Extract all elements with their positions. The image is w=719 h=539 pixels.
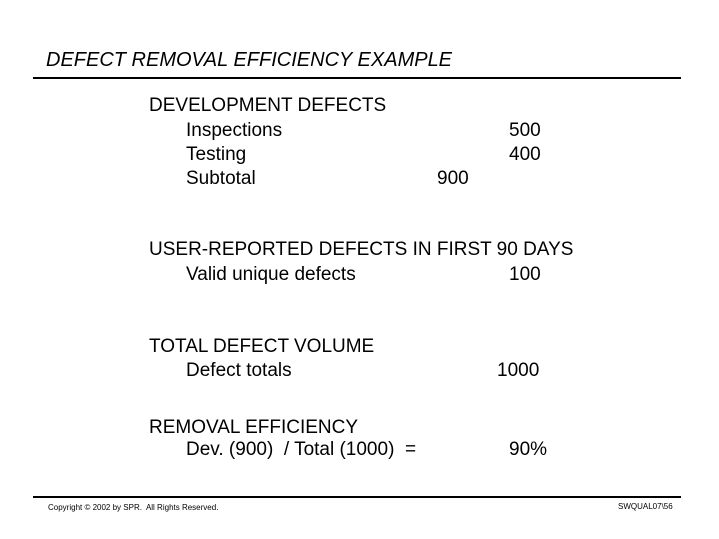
inspections-value: 500	[509, 120, 541, 141]
development-heading: DEVELOPMENT DEFECTS	[149, 95, 387, 116]
defect-totals-value: 1000	[497, 360, 540, 381]
slide-id: SWQUAL07\56	[618, 502, 673, 511]
copyright-notice: Copyright © 2002 by SPR. All Rights Reserved.	[48, 503, 219, 512]
testing-label: Testing	[186, 144, 247, 165]
user-reported-heading: USER-REPORTED DEFECTS IN FIRST 90 DAYS	[149, 239, 574, 260]
valid-defects-label: Valid unique defects	[186, 264, 356, 285]
testing-value: 400	[509, 144, 541, 165]
defect-totals-label: Defect totals	[186, 360, 292, 381]
efficiency-formula: Dev. (900) / Total (1000) =	[186, 439, 417, 460]
valid-defects-value: 100	[509, 264, 541, 285]
efficiency-value: 90%	[509, 439, 548, 460]
subtotal-label: Subtotal	[186, 168, 256, 189]
subtotal-value: 900	[437, 168, 469, 189]
title-divider	[33, 77, 681, 79]
efficiency-heading: REMOVAL EFFICIENCY	[149, 417, 359, 438]
total-volume-heading: TOTAL DEFECT VOLUME	[149, 336, 375, 357]
inspections-label: Inspections	[186, 120, 283, 141]
footer-divider	[33, 496, 681, 498]
slide-title: DEFECT REMOVAL EFFICIENCY EXAMPLE	[46, 49, 453, 71]
